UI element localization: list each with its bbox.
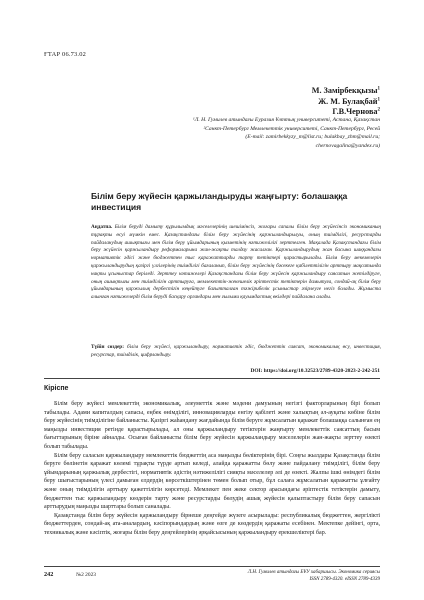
section-heading: Кіріспе bbox=[44, 385, 69, 392]
author-list bbox=[312, 86, 380, 118]
paragraph: Білім беру саласын қаржыландыру мемлекеттік бюджеттің аса маңызды бөліктерінің бірі. Соңғы жылдары Қазақстанда білім беруге бөлінетін қаражат көлемі тұрақты түрде артып келеді, алайда қаражатты бөлу және пайдалану тиімділігі, білім беру ұйымдарының қаржылық дербестігі, нормативтік әдістің нәтижелілігі сияқты мәселелер әлі де өзекті. Жалпы ішкі өнімдегі білім беру шығыстарының үлесі дамыған елдердің көрсеткіштерінен төмен болып отыр, бұл салаға жұмсалатын қаражатты ұлғайту және оның тиімділігін арттыру қажеттілігін көрсетеді. Мемлекет пен жеке сектор арасындағы әріптестік тетіктерін дамыту, бюджеттен тыс қаржыландыру көздерін тарту және ресурстарды бөлудің ашық жүйесін қалыптастыру білім беру сапасын арттырудың маңызды шарттары болып саналады. bbox=[44, 452, 380, 511]
keywords-label: Түйін сөздер: bbox=[91, 344, 124, 350]
publisher-info bbox=[248, 570, 380, 583]
publisher-line: Л.Н. Гумилев атындағы ЕҰУ хабаршысы. Экономика сериясы bbox=[247, 570, 380, 575]
udc-code: ҒТАР 06.73.02 bbox=[44, 51, 87, 58]
abstract-text: Білім беруді дамыту құрылымдық мәселелерінің шешімінсіз, жоғары сапалы білім беру жүйесінсіз экономиканың тұрақты өсуі мүмкін емес. Қазақстандағы білім беру жүйесінің қаржыландырылуы, оның тиімділігі, ресурстарды пайдаланудың ашықтығы мен білім беру ұйымдарының қызметінің нәтижелілігі зерттелген. Мақалада Қазақстандағы білім беру жүйесін қаржыландыру реформаларына жан-жақты талдау жасалған. Қаржыландырудың жан басына шаққандағы нормативтік әдісі және бюджеттен тыс қаражаттарды тарту тетіктері қарастырылады. Білім беру мекемелерін қаржыландырудың қазіргі үлгілерінің тиімділігі бағаланып, білім беру жүйесінің бәсекеге қабілеттілігін арттыру мақсатында нақты ұсыныстар беріледі. Зерттеу нәтижелері Қазақстандағы білім беру жүйесін қаржыландыру саясатын жетілдіруге, оның ашықтығы мен тиімділігін арттыруға, мемлекеттік-жекешелік әріптестік тетіктерін дамытуға, сондай-ақ білім беру ұйымдарының қаржылық дербестігін кеңейтуге бағытталған тәжірибелік ұсыныстар әзірлеуге негіз болады. Жұмыста алынған нәтижелерді білім беруді басқару органдары мен ғылыми қауымдастық өкілдері пайдалана алады. bbox=[91, 224, 381, 301]
divider-line bbox=[44, 378, 380, 379]
author-emails[interactable]: (E-mail: zamirbekkyzy_m@list.ru; bulakbay_zhm@mail.ru; bbox=[245, 134, 380, 141]
footer-divider bbox=[44, 566, 380, 567]
author-1: М. Замірбекқызы$^1$ bbox=[311, 86, 380, 95]
keywords bbox=[91, 344, 381, 360]
keywords-text: білім беру жүйесі, қаржыландыру, нормативтік әдіс, бюджеттік саясат, экономикалық өсу, инвестиция, ресурстар, тиімділік, цифрландыру. bbox=[91, 344, 382, 358]
paragraph: Білім беру жүйесі мемлекеттің экономикалық, әлеуметтік және мәдени дамуының негізгі факторларының бірі болып табылады. Адами капиталдың сапасы, еңбек өнімділігі, инновацияларды енгізу қабілеті және халықтың әл-ауқаты көбіне білім беру жүйесінің тиімділігіне байланысты. Қазіргі жаһандану жағдайында білім беруге жұмсалатын қаражат болашаққа салынған ең маңызды инвестиция ретінде қарастырылады, ал оны қаржыландыру тетіктерін жаңғырту мемлекеттік саясаттың басым бағыттарының біріне айналды. Осыған байланысты білім беру жүйесін қаржыландыру мәселелерін жан-жақты зерттеу өзекті болып табылады. bbox=[44, 401, 380, 450]
article-title: Білім беру жүйесін қаржыландыруды жаңғырту: болашаққа инвестиция bbox=[91, 191, 348, 212]
page-number: 242 bbox=[44, 571, 54, 578]
affiliation-2: ²Санкт-Петербург Мемлекеттік университеті, Санкт-Петербург, Ресей bbox=[203, 125, 380, 132]
doi-link[interactable]: DOI: https://doi.org/10.32523/2789-4320-2023-2-242-251 bbox=[250, 368, 380, 374]
affiliations bbox=[80, 116, 380, 150]
abstract-label: Аңдатпа. bbox=[91, 224, 113, 230]
body-text bbox=[44, 400, 380, 538]
abstract bbox=[91, 224, 381, 302]
author-2: Ж. М. Булақбай$^1$ bbox=[318, 96, 380, 106]
affiliation-1: ¹Л. Н. Гумилев атындағы Еуразия Ұлттық университеті, Астана, Қазақстан bbox=[192, 117, 380, 123]
paragraph: Қазақстанда білім беру жүйесін қаржыландыру бірнеше деңгейде жүзеге асырылады: республикалық бюджеттен, жергілікті бюджеттерден, сондай-ақ ата-аналардың, кәсіпорындардың және өзге де көздердің қаражаты есебінен. Мектепке дейінгі, орта, техникалық және кәсіптік, жоғары білім беру деңгейлерінің әрқайсысының қаржыландыру ерекшеліктері бар. bbox=[44, 512, 380, 536]
issue-number: №2 2023 bbox=[76, 572, 96, 578]
author-3: Г.В.Чернова$^2$ bbox=[332, 107, 380, 116]
issn-line: ISSN 2789-4320. eISSN 2789-4339 bbox=[309, 576, 380, 582]
author-emails-cont[interactable]: chernovagalina@yandex.ru) bbox=[315, 142, 380, 149]
